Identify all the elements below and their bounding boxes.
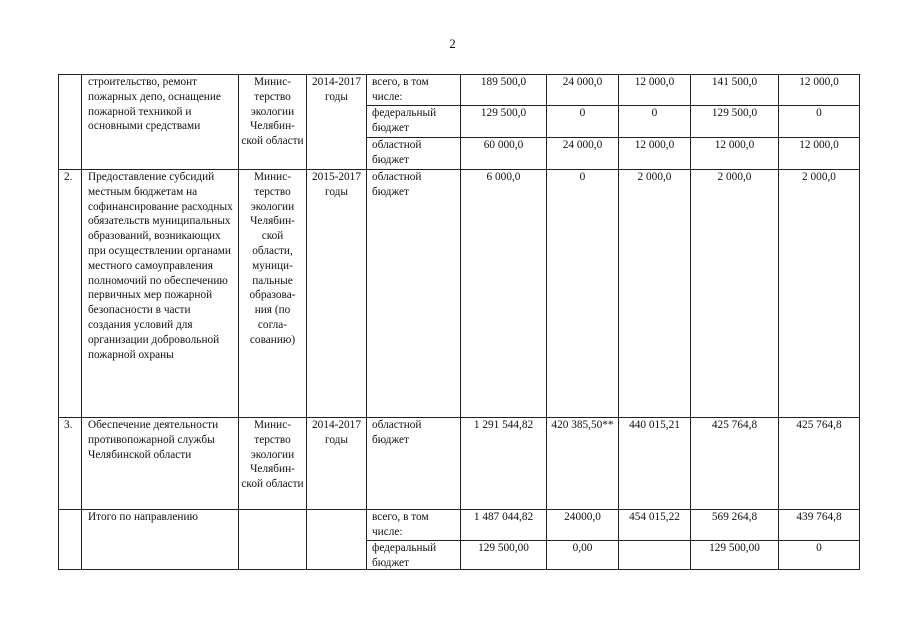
value-cell: 425 764,8 [796, 419, 842, 431]
value-cell: 2 000,0 [637, 171, 672, 183]
value-cell: 439 764,8 [796, 511, 842, 523]
value-column [460, 418, 546, 510]
page-number: 2 [449, 36, 456, 51]
table-row-total [59, 509, 859, 570]
value-cell: 0,00 [547, 540, 618, 570]
source-column [366, 418, 460, 510]
value-cell: 420 385,50** [551, 419, 614, 431]
source-label: федеральный бюджет [367, 105, 460, 137]
value-cell: 2 000,0 [717, 171, 752, 183]
value-cell: 24 000,0 [547, 137, 618, 169]
row-number: 3. [64, 419, 73, 431]
value-column [778, 418, 859, 510]
value-cell: 12 000,0 [619, 137, 690, 169]
value-cell: 1 291 544,82 [473, 419, 534, 431]
source-column [366, 170, 460, 418]
value-column [618, 510, 690, 570]
value-cell: 129 500,0 [691, 105, 778, 137]
value-column [690, 75, 778, 169]
value-column [546, 170, 618, 418]
source-column [366, 510, 460, 570]
table-row [59, 417, 859, 510]
years [306, 510, 366, 570]
value-column [690, 170, 778, 418]
value-cell: 569 264,8 [711, 511, 758, 523]
years: 2014-2017 годы [306, 418, 366, 510]
value-cell: 0 [547, 105, 618, 137]
value-column [690, 510, 778, 570]
value-cell: 189 500,0 [480, 76, 527, 88]
value-cell: 12 000,0 [691, 137, 778, 169]
source-label: всего, в том числе: [372, 511, 429, 538]
executor [238, 510, 306, 570]
executor: Минис-терство экологии Челябин-ской области, муници-пальные образова-ния (по согла-сованию) [238, 170, 306, 418]
value-cell: 454 015,22 [629, 511, 680, 523]
value-column [460, 170, 546, 418]
value-cell: 129 500,00 [461, 540, 546, 570]
row-number [59, 75, 81, 169]
value-column [618, 170, 690, 418]
executor: Минис-терство экологии Челябин-ской области [238, 75, 306, 169]
value-cell: 129 500,00 [691, 540, 778, 570]
value-column [460, 75, 546, 169]
value-column [460, 510, 546, 570]
value-column [546, 510, 618, 570]
value-cell: 129 500,0 [461, 105, 546, 137]
source-label: всего, в том числе: [372, 76, 429, 103]
value-cell: 440 015,21 [629, 419, 680, 431]
source-label: областной бюджет [367, 137, 460, 169]
value-cell: 60 000,0 [461, 137, 546, 169]
table-row [59, 75, 859, 169]
value-cell: 1 487 044,82 [473, 511, 534, 523]
value-column [618, 418, 690, 510]
row-number: 2. [64, 171, 73, 183]
value-cell: 2 000,0 [802, 171, 836, 183]
source-label: федеральный бюджет [367, 540, 460, 570]
value-cell: 12 000,0 [779, 137, 859, 169]
table-row [59, 169, 859, 418]
value-cell: 141 500,0 [711, 76, 758, 88]
measure-name: Обеспечение деятельности противопожарной службы Челябинской области [81, 418, 238, 510]
source-column [366, 75, 460, 169]
value-cell: 24 000,0 [562, 76, 603, 88]
source-label: областной бюджет [372, 171, 422, 198]
value-column [778, 510, 859, 570]
years: 2015-2017 годы [306, 170, 366, 418]
budget-table [58, 74, 860, 570]
value-cell: 0 [779, 540, 859, 570]
value-column [690, 418, 778, 510]
value-column [778, 170, 859, 418]
value-cell: 6 000,0 [486, 171, 521, 183]
value-column [546, 75, 618, 169]
value-cell: 425 764,8 [711, 419, 758, 431]
value-cell: 0 [779, 105, 859, 137]
total-label: Итого по направлению [81, 510, 238, 570]
row-number [59, 510, 81, 570]
measure-name: Предоставление субсидий местным бюджетам на софинансирование расходных обязательств муниципальных образований, возникающих при осуществлении органами местного самоуправления полномочий по обеспечению первичных мер пожарной безопасности в части создания условий для организации добровольной пожарной охраны [81, 170, 238, 418]
value-cell: 0 [619, 105, 690, 137]
source-label: областной бюджет [372, 419, 422, 446]
value-cell: 12 000,0 [634, 76, 675, 88]
value-cell: 12 000,0 [799, 76, 839, 88]
value-column [546, 418, 618, 510]
value-column [778, 75, 859, 169]
value-cell: 0 [579, 171, 586, 183]
value-cell: 24000,0 [564, 511, 601, 523]
value-cell [619, 540, 690, 570]
years: 2014-2017 годы [306, 75, 366, 169]
value-column [618, 75, 690, 169]
measure-name: строительство, ремонт пожарных депо, оснащение пожарной техникой и основными средствами [81, 75, 238, 169]
executor: Минис-терство экологии Челябин-ской области [238, 418, 306, 510]
